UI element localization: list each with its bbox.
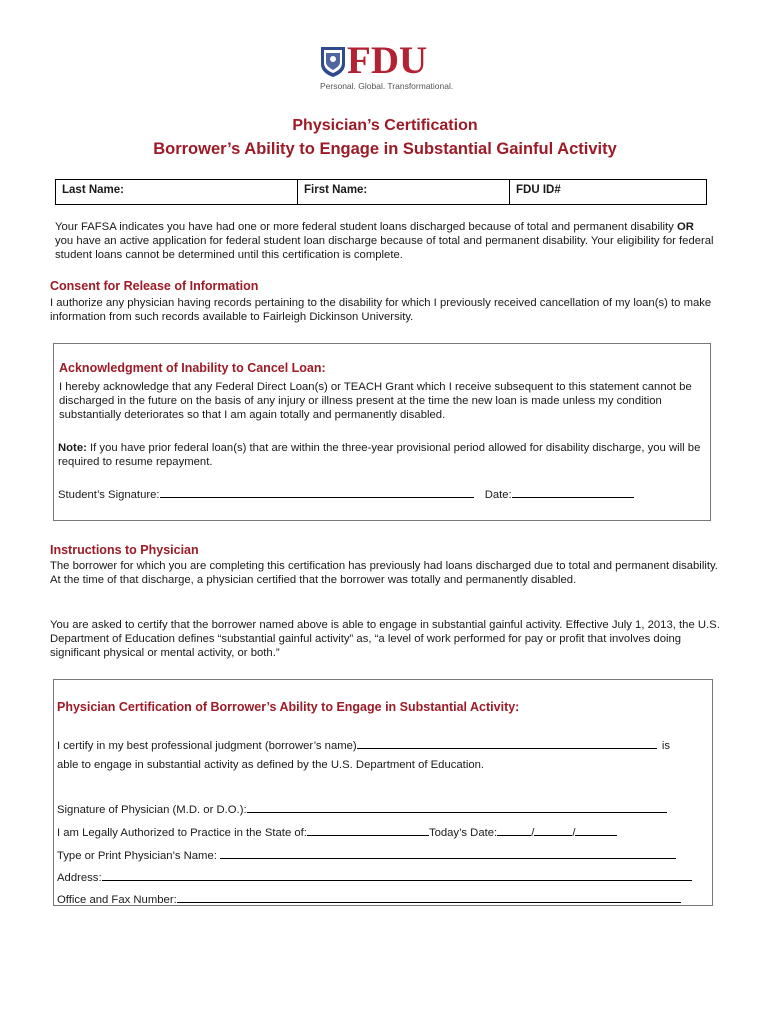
first-name-field[interactable] bbox=[298, 180, 510, 204]
physician-signature-label: Signature of Physician (M.D. or D.O.): bbox=[57, 804, 247, 816]
certify-label: I certify in my best professional judgment (borrower’s name) bbox=[57, 740, 357, 752]
note-label: Note: bbox=[58, 442, 87, 454]
acknowledgment-paragraph: I hereby acknowledge that any Federal Direct Loan(s) or TEACH Grant which I receive subsequent to this statement cannot be discharged in the future on the basis of any injury or illness present at the time the new loan is made unless my condition substantially deteriorates so that I am again totally and permanently disabled. bbox=[59, 381, 692, 421]
page-subtitle: Borrower’s Ability to Engage in Substantial Gainful Activity bbox=[153, 140, 617, 158]
office-fax-row bbox=[57, 891, 681, 906]
physician-certification-heading: Physician Certification of Borrower’s Ability to Engage in Substantial Activity: bbox=[57, 700, 520, 714]
physician-name-row bbox=[57, 847, 676, 862]
address-label: Address: bbox=[57, 872, 102, 884]
page-title: Physician’s Certification bbox=[292, 117, 478, 134]
instructions-paragraph-1: The borrower for which you are completing this certification has previously had loans discharged due to total and permanent disability. At the time of that discharge, a physician certified that the borrower was totally and permanently disabled. bbox=[50, 560, 718, 586]
office-fax-line[interactable] bbox=[177, 891, 681, 903]
instructions-heading: Instructions to Physician bbox=[50, 543, 199, 557]
fdu-id-label: FDU ID# bbox=[516, 184, 561, 196]
physician-name-label: Type or Print Physician’s Name: bbox=[57, 850, 221, 862]
certify-suffix: is bbox=[661, 740, 671, 752]
today-date-label: Today’s Date: bbox=[428, 827, 498, 839]
certify-row-2: able to engage in substantial activity as defined by the U.S. Department of Education. bbox=[57, 759, 485, 771]
intro-paragraph bbox=[55, 220, 715, 262]
intro-text-2: you have an active application for federal student loan discharge because of total and permanent disability. Your eligibility for federal student loans cannot be determined until this certification is complete. bbox=[55, 235, 714, 261]
student-signature-line[interactable] bbox=[160, 486, 474, 498]
note-paragraph bbox=[58, 441, 713, 469]
state-line[interactable] bbox=[307, 824, 429, 836]
date-day-line[interactable] bbox=[534, 824, 572, 836]
note-text: If you have prior federal loan(s) that are within the three-year provisional period allowed for disability discharge, you will be required to resume repayment. bbox=[58, 442, 701, 468]
student-signature-label: Student’s Signature: bbox=[58, 489, 160, 501]
intro-bold-or: OR bbox=[676, 221, 694, 233]
physician-signature-line[interactable] bbox=[247, 801, 667, 813]
first-name-label: First Name: bbox=[304, 184, 368, 196]
physician-name-line[interactable] bbox=[220, 847, 676, 859]
borrower-name-line[interactable] bbox=[357, 737, 657, 749]
logo-wordmark: FDU bbox=[347, 39, 428, 82]
date-separator-1: / bbox=[531, 827, 535, 839]
consent-paragraph: I authorize any physician having records pertaining to the disability for which I previously received cancellation of my loan(s) to make information from such records available to Fairleigh Dickinson University. bbox=[50, 297, 712, 323]
address-line[interactable] bbox=[102, 869, 692, 881]
student-signature-row bbox=[58, 486, 634, 501]
acknowledgment-heading: Acknowledgment of Inability to Cancel Loan: bbox=[59, 361, 326, 375]
office-fax-label: Office and Fax Number: bbox=[57, 894, 177, 906]
address-row bbox=[57, 869, 692, 884]
last-name-label: Last Name: bbox=[62, 184, 124, 196]
fdu-logo bbox=[320, 39, 470, 94]
fdu-shield-icon bbox=[320, 46, 346, 78]
intro-text-1: Your FAFSA indicates you have had one or more federal student loans discharged because of total and permanent disability bbox=[55, 221, 677, 233]
physician-signature-row bbox=[57, 801, 667, 816]
date-month-line[interactable] bbox=[497, 824, 531, 836]
last-name-field[interactable] bbox=[56, 180, 298, 204]
date-year-line[interactable] bbox=[575, 824, 617, 836]
state-label: I am Legally Authorized to Practice in the State of: bbox=[57, 827, 307, 839]
date-separator-2: / bbox=[572, 827, 576, 839]
fdu-id-field[interactable] bbox=[510, 180, 706, 204]
consent-heading: Consent for Release of Information bbox=[50, 279, 259, 293]
borrower-info-table bbox=[55, 179, 707, 205]
logo-tagline: Personal. Global. Transformational. bbox=[320, 81, 454, 91]
student-date-line[interactable] bbox=[512, 486, 634, 498]
certify-row bbox=[57, 737, 670, 752]
instructions-paragraph-2: You are asked to certify that the borrower named above is able to engage in substantial gainful activity. Effective July 1, 2013, the U.S. Department of Education defines “substantial gainful activity” as, “a level of work performed for pay or profit that involves doing significant physical or mental activity, or both.” bbox=[50, 619, 720, 659]
student-date-label: Date: bbox=[484, 489, 512, 501]
state-date-row bbox=[57, 824, 617, 839]
